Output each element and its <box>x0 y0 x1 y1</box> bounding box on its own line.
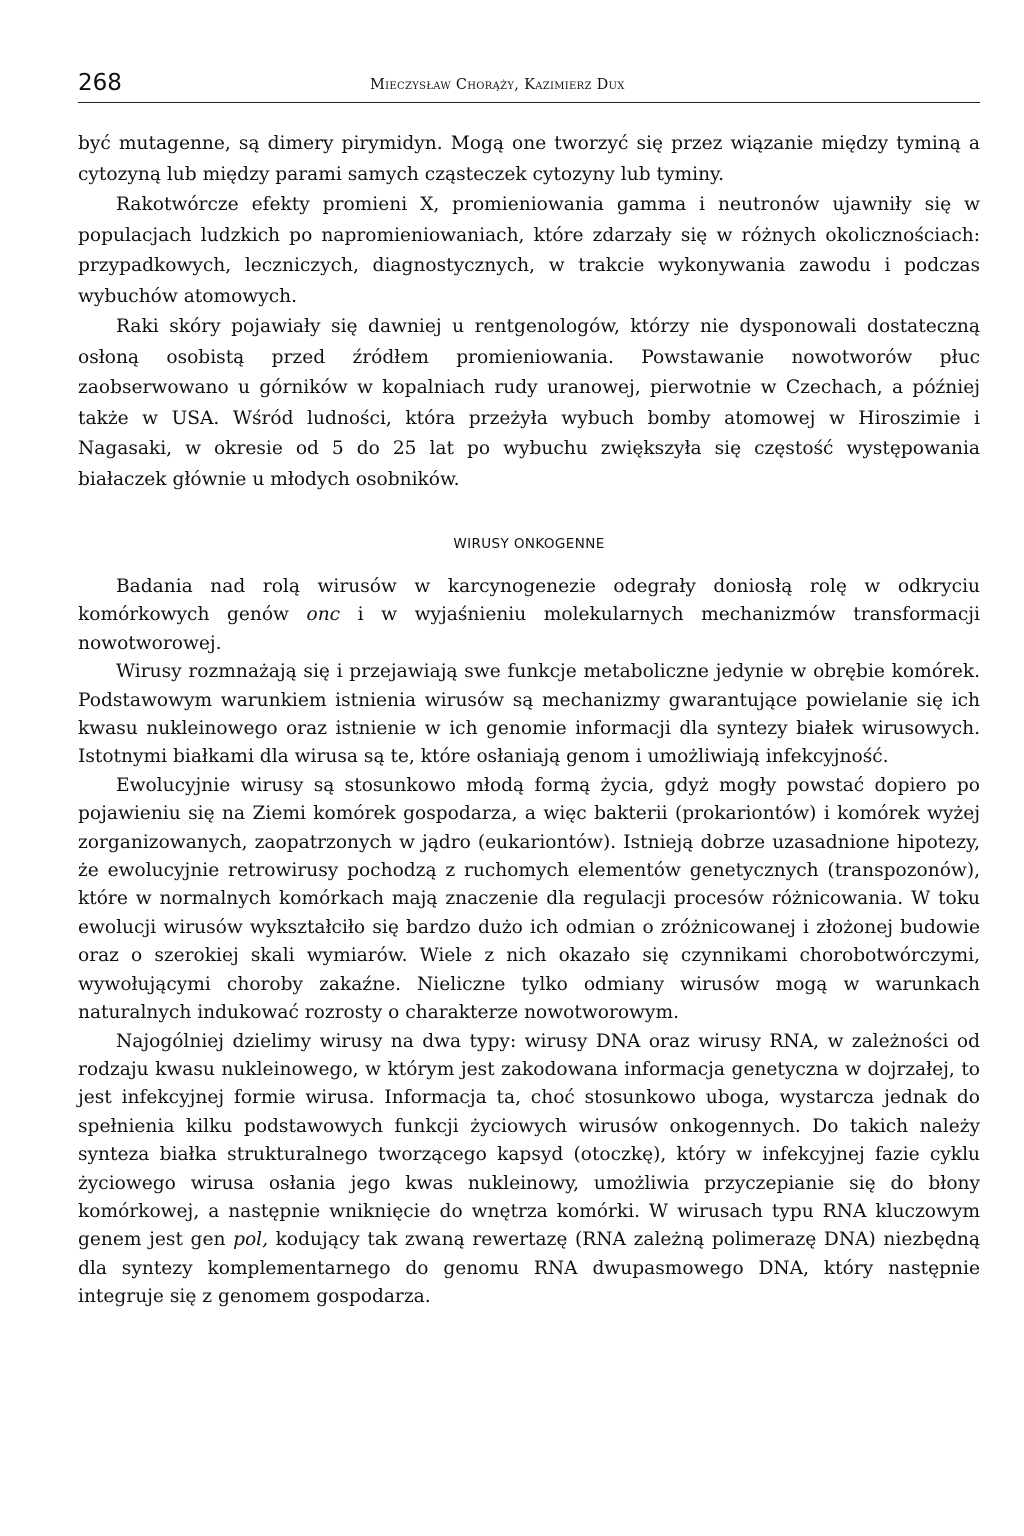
running-title: Mieczysław Chorąży, Kazimierz Dux <box>370 77 625 93</box>
italic-term: pol, <box>233 1229 269 1251</box>
running-head <box>78 70 980 103</box>
text-run: kodujący tak zwaną rewertazę (RNA zależną polimerazę DNA) niezbędną dla syntezy komplementarnego do genomu RNA dwupasmowego DNA, który następnie integruje się z genomem gospodarza. <box>78 1229 980 1308</box>
text-run: Badania nad rolą wirusów w karcynogenezie odegrały doniosłą rolę w odkryciu komórkowych genów <box>78 576 980 626</box>
book-page <box>78 70 980 1312</box>
body-text-section-2 <box>78 573 980 1312</box>
text-run: i w wyjaśnieniu molekularnych mechanizmów transformacji nowotworowej. <box>78 604 980 654</box>
section-heading: WIRUSY ONKOGENNE <box>453 536 605 552</box>
paragraph <box>78 1028 980 1312</box>
paragraph <box>78 573 980 658</box>
italic-term: onc <box>306 604 341 626</box>
text-run: Najogólniej dzielimy wirusy na dwa typy: wirusy DNA oraz wirusy RNA, w zależności od rodzaju kwasu nukleinowego, w którym jest zakodowana informacja genetyczna w dojrzałej, to jest infekcyjnej formie wirusa. Informacja ta, choć stosunkowo uboga, wystarcza jednak do spełnienia kilku podstawowych funkcji życiowych wirusów onkogennych. Do takich należy synteza białka strukturalnego tworzącego kapsyd (otoczkę), który w infekcyjnej fazie cyklu życiowego wirusa osłania jego kwas nukleinowy, umożliwia przyczepianie się do błony komórkowej, a następnie wniknięcie do wnętrza komórki. W wirusach typu RNA kluczowym genem jest gen <box>78 1030 980 1251</box>
paragraph: Wirusy rozmnażają się i przejawiają swe funkcje metaboliczne jedynie w obrębie komórek. Podstawowym warunkiem istnienia wirusów są mechanizmy gwarantujące powielanie się ich kwasu nukleinowego oraz istnienie w ich genomie informacji dla syntezy białek wirusowych. Istotnymi białkami dla wirusa są te, które osłaniają genom i umożliwiają infekcyjność. <box>78 661 980 768</box>
paragraph: Ewolucyjnie wirusy są stosunkowo młodą formą życia, gdyż mogły powstać dopiero po pojawieniu się na Ziemi komórek gospodarza, a więc bakterii (prokariontów) i komórek wyżej zorganizowanych, zaopatrzonych w jądro (eukariontów). Istnieją dobrze uzasadnione hipotezy, że ewolucyjnie retrowirusy pochodzą z ruchomych elementów genetycznych (transpozonów), które w normalnych komórkach mają znaczenie dla regulacji procesów różnicowania. W toku ewolucji wirusów wykształciło się bardzo dużo ich odmian o zróżnicowanej i złożonej budowie oraz o szerokiej skali wymiarów. Wiele z nich okazało się czynnikami chorobotwórczymi, wywołującymi choroby zakaźne. Nieliczne tylko odmiany wirusów mogą w warunkach naturalnych indukować rozrosty o charakterze nowotworowym. <box>78 774 980 1024</box>
paragraph: być mutagenne, są dimery pirymidyn. Mogą one tworzyć się przez wiązanie między tyminą a cytozyną lub między parami samych cząsteczek cytozyny lub tyminy. <box>78 133 980 185</box>
page-number: 268 <box>78 70 122 96</box>
paragraph: Rakotwórcze efekty promieni X, promieniowania gamma i neutronów ujawniły się w populacjach ludzkich po napromieniowaniach, które zdarzały się w różnych okolicznościach: przypadkowych, leczniczych, diagnostycznych, w trakcie wykonywania zawodu i podczas wybuchów atomowych. <box>78 194 980 307</box>
paragraph: Raki skóry pojawiały się dawniej u rentgenologów, którzy nie dysponowali dostateczną osłoną osobistą przed źródłem promieniowania. Powstawanie nowotworów płuc zaobserwowano u górników w kopalniach rudy uranowej, pierwotnie w Czechach, a później także w USA. Wśród ludności, która przeżyła wybuch bomby atomowej w Hiroszimie i Nagasaki, w okresie od 5 do 25 lat po wybuchu zwiększyła się częstość występowania białaczek głównie u młodych osobników. <box>78 316 980 490</box>
body-text-section-1 <box>78 129 980 495</box>
